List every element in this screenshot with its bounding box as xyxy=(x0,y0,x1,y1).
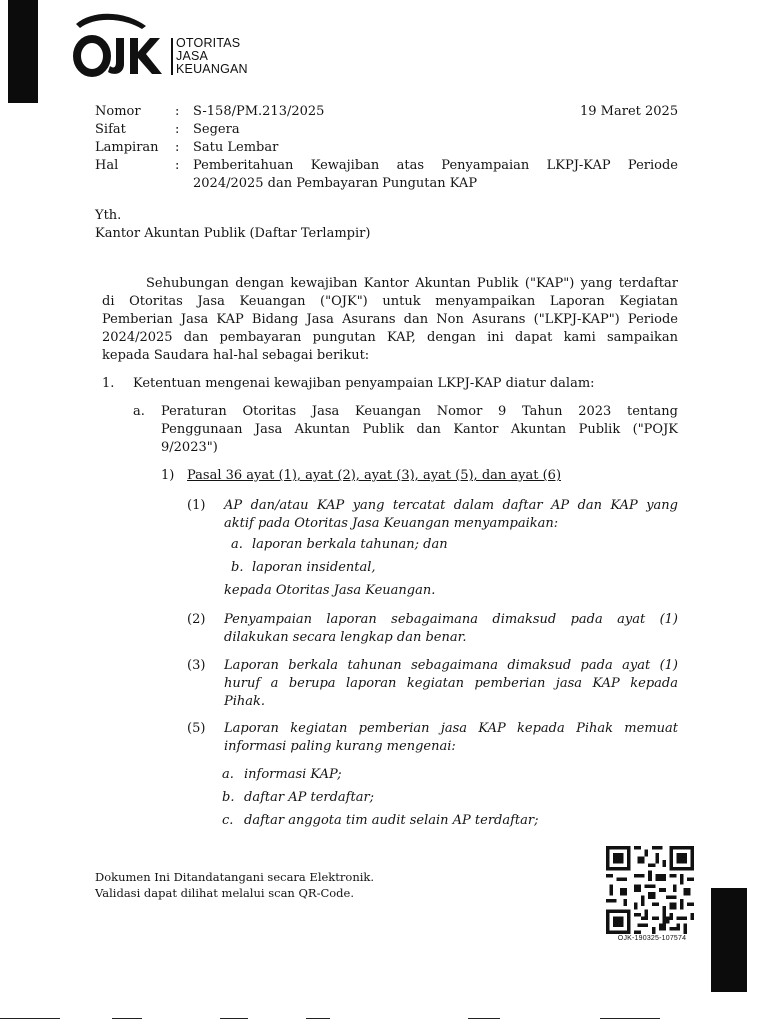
value-sifat: Segera xyxy=(193,122,240,137)
logo-line-jasa: JASA xyxy=(176,49,209,63)
item-1-title: Pasal 36 ayat (1), ayat (2), ayat (3), ayat (5), dan ayat (6) xyxy=(187,468,562,483)
value-hal-line-1: Pemberitahuan Kewajiban atas Penyampaian LKPJ-KAP Periode xyxy=(193,158,678,173)
intro-line: 2024/2025 dan pembayaran pungutan KAP, dengan ini dapat kami sampaikan xyxy=(102,330,678,345)
ayat-5-number: (5) xyxy=(187,721,206,736)
sub-a-line: Penggunaan Jasa Akuntan Publik dan Kantor Akuntan Publik ("POJK xyxy=(161,422,678,437)
ayat-5-list-letter: a. xyxy=(222,767,234,782)
sub-a-line: 9/2023") xyxy=(161,440,218,455)
value-lampiran: Satu Lembar xyxy=(193,140,279,155)
ojk-logo xyxy=(72,12,272,82)
ayat-3-number: (3) xyxy=(187,658,206,673)
logo-divider xyxy=(171,38,173,75)
ayat-5-list-text: informasi KAP; xyxy=(244,767,342,782)
ayat-2-number: (2) xyxy=(187,612,206,627)
point-1-number: 1. xyxy=(102,376,115,391)
ayat-3-line: Laporan berkala tahunan sebagaimana dimaksud pada ayat (1) xyxy=(224,658,678,673)
ayat-3-line: huruf a berupa laporan kegiatan pemberian jasa KAP kepada xyxy=(224,676,678,691)
scan-edge-bar-left xyxy=(8,0,38,103)
point-1-text: Ketentuan mengenai kewajiban penyampaian LKPJ-KAP diatur dalam: xyxy=(133,376,595,391)
qr-code-block xyxy=(604,846,696,946)
intro-line: kepada Saudara hal-hal sebagai berikut: xyxy=(102,348,370,363)
colon-lampiran: : xyxy=(175,140,180,155)
ayat-5-list-letter: b. xyxy=(222,790,235,805)
colon-nomor: : xyxy=(175,104,180,119)
ayat-1-closing: kepada Otoritas Jasa Keuangan. xyxy=(224,583,436,598)
letter-date: 19 Maret 2025 xyxy=(580,104,679,119)
ayat-1-line: AP dan/atau KAP yang tercatat dalam daftar AP dan KAP yang xyxy=(224,498,678,513)
label-sifat: Sifat xyxy=(95,122,126,137)
label-lampiran: Lampiran xyxy=(95,140,159,155)
ayat-1-list-letter: a. xyxy=(231,537,243,552)
colon-hal: : xyxy=(175,158,180,173)
footer-line-2: Validasi dapat dilihat melalui scan QR-Code. xyxy=(95,886,355,900)
ayat-5-line: informasi paling kurang mengenai: xyxy=(224,739,456,754)
ayat-5-list-text: daftar AP terdaftar; xyxy=(244,790,375,805)
scan-edge-bar-right xyxy=(711,888,747,992)
qr-code-icon xyxy=(606,846,694,934)
salutation: Yth. xyxy=(95,208,122,223)
ayat-5-line: Laporan kegiatan pemberian jasa KAP kepada Pihak memuat xyxy=(224,721,678,736)
colon-sifat: : xyxy=(175,122,180,137)
ayat-1-line: aktif pada Otoritas Jasa Keuangan menyampaikan: xyxy=(224,516,559,531)
sub-a-letter: a. xyxy=(133,404,145,419)
ayat-2-line: dilakukan secara lengkap dan benar. xyxy=(224,630,467,645)
value-hal-line-2: 2024/2025 dan Pembayaran Pungutan KAP xyxy=(193,176,478,191)
footer-line-1: Dokumen Ini Ditandatangani secara Elektronik. xyxy=(95,870,375,884)
ayat-1-list-text: laporan berkala tahunan; dan xyxy=(252,537,448,552)
intro-line: Sehubungan dengan kewajiban Kantor Akuntan Publik ("KAP") yang terdaftar xyxy=(146,276,678,291)
recipient-name: Kantor Akuntan Publik (Daftar Terlampir) xyxy=(95,226,371,241)
qr-code-caption: OJK-190325-107574 xyxy=(617,935,687,942)
intro-line: di Otoritas Jasa Keuangan ("OJK") untuk menyampaikan Laporan Kegiatan xyxy=(102,294,678,309)
item-1-number: 1) xyxy=(161,468,175,483)
ayat-2-line: Penyampaian laporan sebagaimana dimaksud pada ayat (1) xyxy=(224,612,678,627)
logo-line-keuangan: KEUANGAN xyxy=(176,62,248,76)
ayat-5-list-text: daftar anggota tim audit selain AP terdaftar; xyxy=(244,813,539,828)
sub-a-line: Peraturan Otoritas Jasa Keuangan Nomor 9 Tahun 2023 tentang xyxy=(161,404,678,419)
ayat-1-number: (1) xyxy=(187,498,206,513)
label-nomor: Nomor xyxy=(95,104,141,119)
ojk-logo-mark-icon xyxy=(72,12,168,80)
intro-line: Pemberian Jasa KAP Bidang Jasa Asurans dan Non Asurans ("LKPJ-KAP") Periode xyxy=(102,312,678,327)
logo-line-otoritas: OTORITAS xyxy=(176,36,241,50)
value-nomor: S-158/PM.213/2025 xyxy=(193,104,325,119)
ayat-1-list-text: laporan insidental, xyxy=(252,560,376,575)
ayat-5-list-letter: c. xyxy=(222,813,234,828)
label-hal: Hal xyxy=(95,158,119,173)
ayat-1-list-letter: b. xyxy=(231,560,244,575)
ayat-3-line: Pihak. xyxy=(224,694,266,709)
